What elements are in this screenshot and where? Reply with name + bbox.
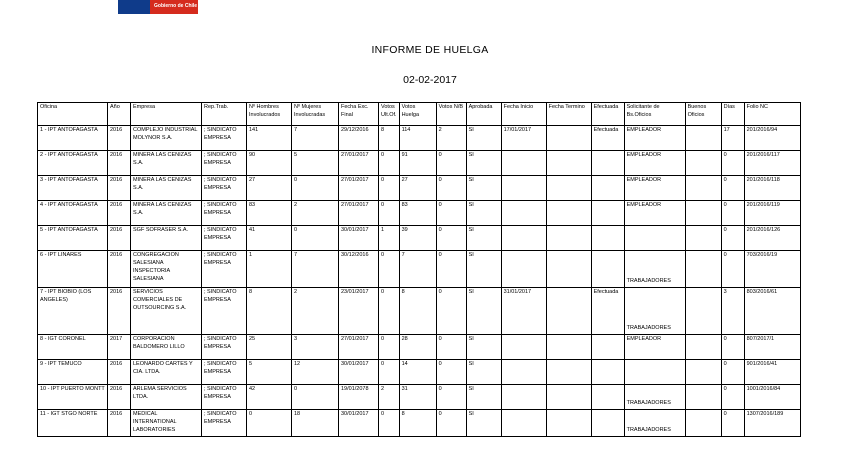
table-cell: 2016 xyxy=(108,385,131,410)
table-cell: 19/01/2078 xyxy=(339,385,379,410)
table-cell: 8 xyxy=(399,288,436,335)
table-cell xyxy=(685,151,721,176)
table-cell: 1001/2016/84 xyxy=(744,385,800,410)
col-header: Votos Huelga xyxy=(399,103,436,126)
table-cell: ; SINDICATO EMPRESA xyxy=(202,251,247,288)
table-cell xyxy=(546,126,591,151)
table-cell: TRABAJADORES xyxy=(624,410,685,437)
table-cell: 0 xyxy=(379,360,400,385)
table-cell: 2016 xyxy=(108,360,131,385)
table-cell: 1307/2016/189 xyxy=(744,410,800,437)
table-row xyxy=(38,251,801,288)
table-cell xyxy=(546,410,591,437)
table-cell xyxy=(685,410,721,437)
table-cell: SI xyxy=(466,410,501,437)
col-header: Aprobada xyxy=(466,103,501,126)
table-cell: 2 xyxy=(436,126,466,151)
table-cell: 17 xyxy=(721,126,744,151)
table-cell: Efectuada xyxy=(591,288,624,335)
table-cell: ; SINDICATO EMPRESA xyxy=(202,288,247,335)
table-cell: 0 xyxy=(436,151,466,176)
table-cell: 0 xyxy=(721,335,744,360)
table-cell: 0 xyxy=(247,410,292,437)
col-header: Votos Ult.Of. xyxy=(379,103,400,126)
table-cell: 141 xyxy=(247,126,292,151)
table-row xyxy=(38,201,801,226)
report-title: INFORME DE HUELGA xyxy=(371,44,489,56)
table-cell: 9 - IPT TEMUCO xyxy=(38,360,108,385)
table-cell: 31 xyxy=(399,385,436,410)
table-cell: COMPLEJO INDUSTRIAL MOLYNOR S.A. xyxy=(131,126,202,151)
table-cell: 5 xyxy=(292,151,339,176)
table-cell: 17/01/2017 xyxy=(501,126,546,151)
table-cell: 901/2016/41 xyxy=(744,360,800,385)
table-cell: 0 xyxy=(721,410,744,437)
table-cell: EMPLEADOR xyxy=(624,126,685,151)
table-cell: SI xyxy=(466,201,501,226)
table-cell: 0 xyxy=(436,201,466,226)
table-cell: 0 xyxy=(379,201,400,226)
table-cell: 28 xyxy=(399,335,436,360)
table-cell: 0 xyxy=(436,251,466,288)
table-cell: 5 xyxy=(247,360,292,385)
table-cell: 201/2016/94 xyxy=(744,126,800,151)
table-cell: 1 xyxy=(379,226,400,251)
table-cell: CORPORACION BALDOMERO LILLO xyxy=(131,335,202,360)
table-cell xyxy=(591,335,624,360)
table-cell: 0 xyxy=(721,385,744,410)
table-cell: 30/01/2017 xyxy=(339,410,379,437)
table-cell: 0 xyxy=(379,335,400,360)
table-cell: 0 xyxy=(721,176,744,201)
table-cell: 18 xyxy=(292,410,339,437)
table-cell: 30/12/2016 xyxy=(339,251,379,288)
table-cell xyxy=(685,201,721,226)
table-cell: 1 xyxy=(247,251,292,288)
table-cell: MEDICAL INTERNATIONAL LABORATORIES xyxy=(131,410,202,437)
table-cell: 2016 xyxy=(108,226,131,251)
table-body xyxy=(38,126,801,437)
table-cell xyxy=(546,288,591,335)
table-cell: 2016 xyxy=(108,410,131,437)
table-cell: ; SINDICATO EMPRESA xyxy=(202,335,247,360)
table-row xyxy=(38,226,801,251)
table-cell xyxy=(685,360,721,385)
table-cell xyxy=(546,335,591,360)
table-cell: 201/2016/126 xyxy=(744,226,800,251)
table-cell xyxy=(685,335,721,360)
table-cell: 0 xyxy=(292,226,339,251)
table-row xyxy=(38,126,801,151)
table-cell: 0 xyxy=(292,176,339,201)
col-header: Rep.Trab. xyxy=(202,103,247,126)
col-header: Nº Hombres Involucrados xyxy=(247,103,292,126)
table-cell xyxy=(685,176,721,201)
table-cell: 0 xyxy=(436,335,466,360)
table-cell xyxy=(546,360,591,385)
table-cell: 807/2017/1 xyxy=(744,335,800,360)
table-cell xyxy=(546,176,591,201)
table-row xyxy=(38,385,801,410)
logo-blue-block xyxy=(118,0,150,14)
table-cell: 27 xyxy=(399,176,436,201)
table-cell: 3 xyxy=(721,288,744,335)
table-cell: SI xyxy=(466,360,501,385)
table-cell xyxy=(546,151,591,176)
table-cell: 0 xyxy=(436,288,466,335)
table-cell xyxy=(501,385,546,410)
table-cell xyxy=(591,385,624,410)
table-cell: 0 xyxy=(379,151,400,176)
table-cell: 0 xyxy=(436,226,466,251)
table-cell: 2016 xyxy=(108,151,131,176)
table-cell: 7 xyxy=(292,126,339,151)
table-cell xyxy=(501,201,546,226)
table-cell: MINERA LAS CENIZAS S.A. xyxy=(131,151,202,176)
table-cell: MINERA LAS CENIZAS S.A. xyxy=(131,176,202,201)
table-cell: 83 xyxy=(247,201,292,226)
table-cell: 0 xyxy=(379,410,400,437)
table-row xyxy=(38,335,801,360)
table-cell: 8 xyxy=(247,288,292,335)
table-cell: 23/01/2017 xyxy=(339,288,379,335)
table-cell: 2 - IPT ANTOFAGASTA xyxy=(38,151,108,176)
table-cell: 803/2016/61 xyxy=(744,288,800,335)
table-cell: TRABAJADORES xyxy=(624,288,685,335)
table-cell: SI xyxy=(466,226,501,251)
table-cell xyxy=(546,201,591,226)
table-cell: SI xyxy=(466,385,501,410)
table-cell: 201/2016/118 xyxy=(744,176,800,201)
table-header-row xyxy=(38,103,801,126)
table-cell: 8 xyxy=(399,410,436,437)
table-cell: 0 xyxy=(721,251,744,288)
col-header: Oficina xyxy=(38,103,108,126)
table-cell xyxy=(591,176,624,201)
table-cell: 2016 xyxy=(108,201,131,226)
table-cell: LEONARDO CARTES Y CIA. LTDA. xyxy=(131,360,202,385)
table-cell: 4 - IPT ANTOFAGASTA xyxy=(38,201,108,226)
table-cell: SI xyxy=(466,288,501,335)
table-cell: 114 xyxy=(399,126,436,151)
table-cell: ; SINDICATO EMPRESA xyxy=(202,385,247,410)
table-cell: ; SINDICATO EMPRESA xyxy=(202,226,247,251)
table-cell: 703/2016/19 xyxy=(744,251,800,288)
table-cell: 27/01/2017 xyxy=(339,151,379,176)
table-cell: 0 xyxy=(436,410,466,437)
table-row xyxy=(38,176,801,201)
table-row xyxy=(38,151,801,176)
table-cell: 91 xyxy=(399,151,436,176)
table-cell: SI xyxy=(466,176,501,201)
table-cell: ; SINDICATO EMPRESA xyxy=(202,410,247,437)
table-cell: 2 xyxy=(292,201,339,226)
table-cell: SI xyxy=(466,126,501,151)
table-cell: 2017 xyxy=(108,335,131,360)
government-logo xyxy=(118,0,198,14)
table-cell xyxy=(685,288,721,335)
table-cell: 6 - IPT LINARES xyxy=(38,251,108,288)
table-cell: 27/01/2017 xyxy=(339,335,379,360)
table-cell: 2016 xyxy=(108,126,131,151)
table-cell: 0 xyxy=(721,226,744,251)
table-cell: SGF SOFRASER S.A. xyxy=(131,226,202,251)
table-row xyxy=(38,410,801,437)
table-cell xyxy=(685,226,721,251)
table-cell: ; SINDICATO EMPRESA xyxy=(202,176,247,201)
table-row xyxy=(38,288,801,335)
table-cell: 0 xyxy=(379,176,400,201)
table-cell: SI xyxy=(466,151,501,176)
table-cell xyxy=(501,176,546,201)
table-cell: EMPLEADOR xyxy=(624,201,685,226)
table-cell: 30/01/2017 xyxy=(339,226,379,251)
table-cell xyxy=(501,335,546,360)
table-cell: 30/01/2017 xyxy=(339,360,379,385)
table-cell: MINERA LAS CENIZAS S.A. xyxy=(131,201,202,226)
table-cell xyxy=(501,410,546,437)
table-cell: 0 xyxy=(436,176,466,201)
col-header: Votos N/B xyxy=(436,103,466,126)
table-cell: 2 xyxy=(379,385,400,410)
table-cell: 27 xyxy=(247,176,292,201)
report-date: 02-02-2017 xyxy=(403,74,457,86)
col-header: Fecha Exc. Final xyxy=(339,103,379,126)
table-cell: 29/12/2016 xyxy=(339,126,379,151)
table-cell: 11 - IGT STGO NORTE xyxy=(38,410,108,437)
col-header: Fecha Inicio xyxy=(501,103,546,126)
table-cell xyxy=(501,360,546,385)
table-cell: 31/01/2017 xyxy=(501,288,546,335)
table-cell: 0 xyxy=(436,360,466,385)
table-cell: 41 xyxy=(247,226,292,251)
table-cell: 1 - IPT ANTOFAGASTA xyxy=(38,126,108,151)
table-cell xyxy=(591,151,624,176)
table-cell xyxy=(591,360,624,385)
table-cell xyxy=(685,251,721,288)
table-cell xyxy=(591,410,624,437)
table-cell: 14 xyxy=(399,360,436,385)
col-header: Solicitante de Bs.Oficios xyxy=(624,103,685,126)
table-cell: TRABAJADORES xyxy=(624,251,685,288)
table-cell: 2016 xyxy=(108,176,131,201)
col-header: Buenos Oficios xyxy=(685,103,721,126)
col-header: Folio NC xyxy=(744,103,800,126)
table-cell: 2016 xyxy=(108,251,131,288)
table-cell: ; SINDICATO EMPRESA xyxy=(202,360,247,385)
table-cell: 0 xyxy=(721,201,744,226)
table-cell xyxy=(546,226,591,251)
table-cell xyxy=(591,251,624,288)
table-cell: 83 xyxy=(399,201,436,226)
table-cell xyxy=(624,226,685,251)
table-cell: EMPLEADOR xyxy=(624,151,685,176)
table-cell: 0 xyxy=(379,288,400,335)
table-cell xyxy=(501,226,546,251)
table-cell: CONGREGACION SALESIANA INSPECTORIA SALESIANA xyxy=(131,251,202,288)
table-cell: 2 xyxy=(292,288,339,335)
table-cell: ; SINDICATO EMPRESA xyxy=(202,151,247,176)
table-cell: 201/2016/119 xyxy=(744,201,800,226)
table-cell: 39 xyxy=(399,226,436,251)
table-cell: SI xyxy=(466,251,501,288)
table-cell: SERVICIOS COMERCIALES DE OUTSOURCING S.A. xyxy=(131,288,202,335)
table-cell: 0 xyxy=(292,385,339,410)
col-header: Días xyxy=(721,103,744,126)
table-cell: SI xyxy=(466,335,501,360)
col-header: Año xyxy=(108,103,131,126)
table-cell xyxy=(546,251,591,288)
strike-report-table xyxy=(37,102,801,437)
table-cell: 27/01/2017 xyxy=(339,176,379,201)
table-cell: EMPLEADOR xyxy=(624,335,685,360)
table-cell: 90 xyxy=(247,151,292,176)
col-header: Fecha Termino xyxy=(546,103,591,126)
table-cell: ; SINDICATO EMPRESA xyxy=(202,201,247,226)
table-cell: 0 xyxy=(721,151,744,176)
table-cell: 201/2016/117 xyxy=(744,151,800,176)
table-cell xyxy=(501,251,546,288)
table-cell: ARLEMA SERVICIOS LTDA. xyxy=(131,385,202,410)
table-cell xyxy=(685,126,721,151)
table-cell: 7 - IPT BIOBIO (LOS ANGELES) xyxy=(38,288,108,335)
table-cell xyxy=(501,151,546,176)
table-cell: 7 xyxy=(399,251,436,288)
table-cell xyxy=(591,226,624,251)
table-cell: Efectuada xyxy=(591,126,624,151)
logo-text: Gobierno de Chile xyxy=(154,3,198,9)
table-cell: EMPLEADOR xyxy=(624,176,685,201)
table-cell: ; SINDICATO EMPRESA xyxy=(202,126,247,151)
col-header: Empresa xyxy=(131,103,202,126)
table-row xyxy=(38,360,801,385)
table-cell: 7 xyxy=(292,251,339,288)
table-cell: 42 xyxy=(247,385,292,410)
table-cell: 3 - IPT ANTOFAGASTA xyxy=(38,176,108,201)
table-cell xyxy=(546,385,591,410)
col-header: Efectuada xyxy=(591,103,624,126)
table-cell: 8 - IGT CORONEL xyxy=(38,335,108,360)
table-cell xyxy=(624,360,685,385)
table-cell: 0 xyxy=(436,385,466,410)
table-cell: 2016 xyxy=(108,288,131,335)
table-cell: 5 - IPT ANTOFAGASTA xyxy=(38,226,108,251)
table-cell: 27/01/2017 xyxy=(339,201,379,226)
col-header: Nº Mujeres Involucradas xyxy=(292,103,339,126)
table-cell: 10 - IPT PUERTO MONTT xyxy=(38,385,108,410)
table-cell: 3 xyxy=(292,335,339,360)
table-cell: 0 xyxy=(721,360,744,385)
table-cell: 0 xyxy=(379,251,400,288)
table-cell: TRABAJADORES xyxy=(624,385,685,410)
table-cell xyxy=(685,385,721,410)
table-cell: 12 xyxy=(292,360,339,385)
table-cell xyxy=(591,201,624,226)
table-cell: 8 xyxy=(379,126,400,151)
table-cell: 25 xyxy=(247,335,292,360)
